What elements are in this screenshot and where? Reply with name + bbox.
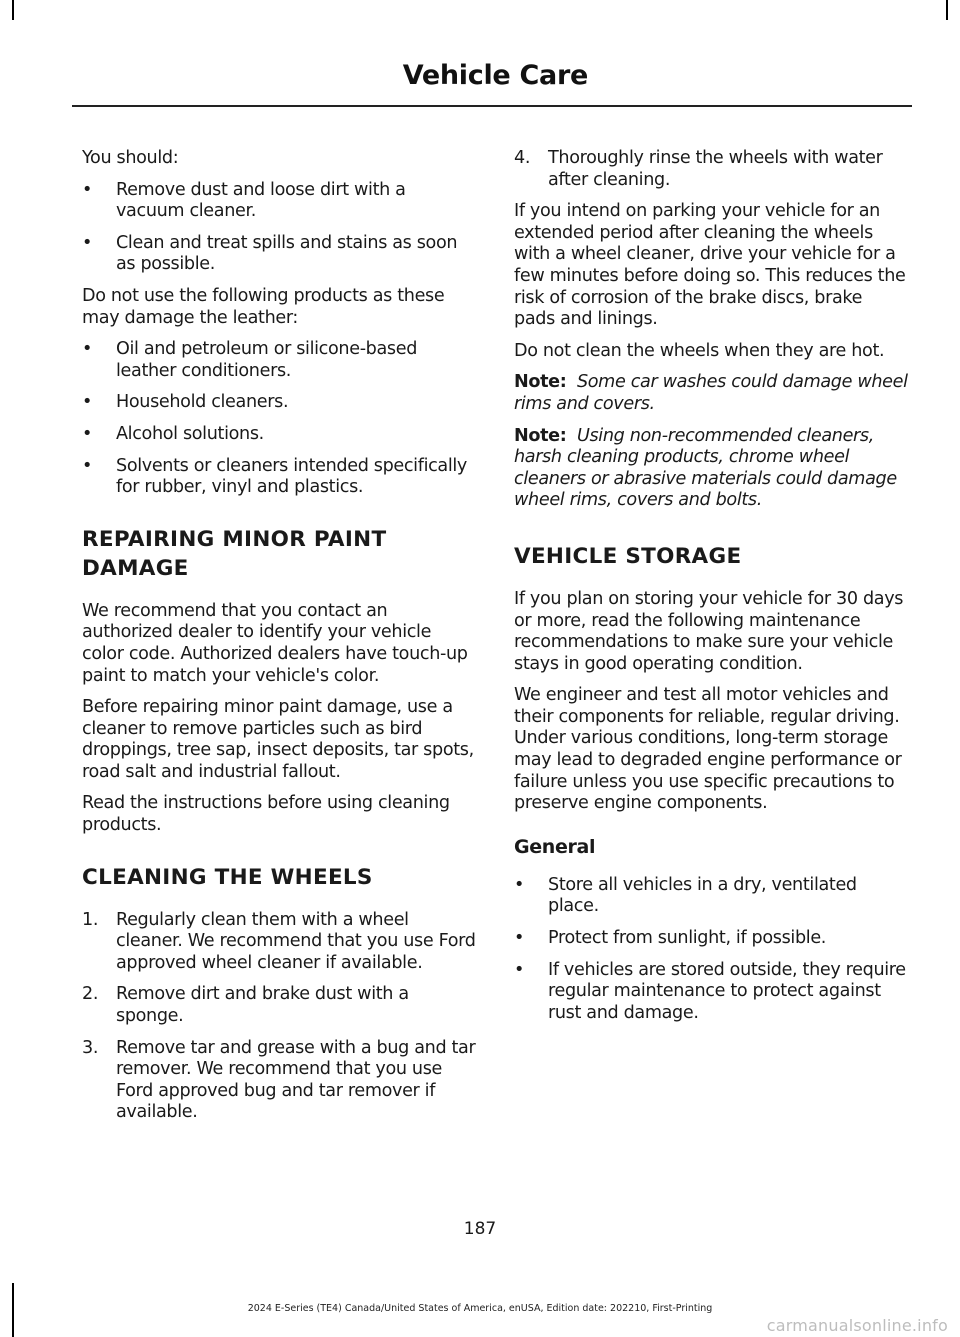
parking-paragraph: If you intend on parking your vehicle for an extended period after cleaning the wheels with a wheel cleaner, drive your vehicle for a few minutes before doing so. This reduces the risk of corrosion of the brake discs, brake pads and linings.	[514, 201, 906, 330]
step-number: 3.	[82, 1037, 99, 1058]
paint-paragraph: Before repairing minor paint damage, use a cleaner to remove particles such as bird droppings, tree sap, insect deposits, tar spots, road salt and industrial fallout.	[82, 697, 474, 782]
right-column	[514, 148, 908, 1034]
page-title: Vehicle Care	[402, 60, 588, 91]
bullet-mark: •	[82, 339, 93, 360]
step-item: 3. Remove tar and grease with a bug and tar remover. We recommend that you use Ford approved bug and tar remover if available.	[82, 1037, 476, 1123]
intro-text: You should:	[82, 148, 179, 168]
page-number: 187	[463, 1219, 497, 1239]
list-item: • Household cleaners.	[82, 392, 289, 413]
bullet-mark: •	[514, 928, 525, 949]
header-rule	[72, 105, 912, 107]
avoid-list	[82, 339, 476, 499]
watermark: carmanualsonline.info	[766, 1316, 948, 1335]
bullet-mark: •	[82, 423, 93, 444]
wheels-steps	[82, 910, 476, 1124]
note-label: Note:	[514, 425, 567, 446]
list-item: • Solvents or cleaners intended specifically for rubber, vinyl and plastics.	[82, 455, 467, 498]
note: Note: Using non-recommended cleaners, harsh cleaning products, chrome wheel cleaners or abrasive materials could damage wheel rims, covers and bolts.	[514, 425, 897, 511]
step-item: 2. Remove dirt and brake dust with a sponge.	[82, 984, 409, 1027]
bullet-mark: •	[514, 959, 525, 980]
list-item: • Oil and petroleum or silicone-based leather conditioners.	[82, 339, 418, 381]
note: Note: Some car washes could damage wheel rims and covers.	[514, 372, 908, 414]
wheels-heading: CLEANING THE WHEELS	[82, 864, 373, 890]
paint-paragraph: Read the instructions before using cleaning products.	[82, 793, 450, 836]
paint-heading: REPAIRING MINOR PAINT DAMAGE	[82, 526, 387, 581]
wheels-steps-continued	[514, 148, 908, 191]
step-item: 4. Thoroughly rinse the wheels with water after cleaning.	[514, 148, 883, 190]
bullet-mark: •	[514, 874, 525, 895]
list-item: • Remove dust and loose dirt with a vacuum cleaner.	[82, 179, 406, 222]
left-column	[82, 148, 476, 1134]
warning-paragraph: Do not use the following products as these may damage the leather:	[82, 285, 445, 328]
hot-wheels-paragraph: Do not clean the wheels when they are hot.	[514, 340, 885, 361]
list-item: • Alcohol solutions.	[82, 423, 264, 444]
storage-paragraph: If you plan on storing your vehicle for 30 days or more, read the following maintenance recommendations to make sure your vehicle stays in good operating condition.	[514, 588, 904, 674]
list-item: • Store all vehicles in a dry, ventilated place.	[514, 874, 857, 917]
general-heading: General	[514, 835, 596, 858]
step-number: 1.	[82, 909, 99, 930]
step-number: 2.	[82, 984, 99, 1005]
paint-paragraph: We recommend that you contact an authorized dealer to identify your vehicle color code. Authorized dealers have touch-up paint to match your vehicle's color.	[82, 600, 468, 686]
bullet-mark: •	[82, 455, 93, 476]
step-item: 1. Regularly clean them with a wheel cleaner. We recommend that you use Ford approved wheel cleaner if available.	[82, 909, 476, 973]
list-item: • Protect from sunlight, if possible.	[514, 928, 827, 949]
bullet-mark: •	[82, 392, 93, 413]
list-item: • If vehicles are stored outside, they require regular maintenance to protect against rust and damage.	[514, 959, 906, 1023]
crop-mark-top-right	[946, 0, 948, 20]
list-item: • Clean and treat spills and stains as soon as possible.	[82, 232, 458, 275]
storage-paragraph: We engineer and test all motor vehicles and their components for reliable, regular driving. Under various conditions, long-term storage may lead to degraded engine performance or failure unless you use specific precautions to preserve engine components.	[514, 685, 902, 814]
bullet-mark: •	[82, 232, 93, 253]
edition-footer: 2024 E-Series (TE4) Canada/United States of America, enUSA, Edition date: 202210, First-Printing	[247, 1303, 713, 1314]
note-label: Note:	[514, 372, 567, 393]
should-list	[82, 180, 476, 276]
general-list	[514, 875, 908, 1025]
step-number: 4.	[514, 148, 531, 168]
bullet-mark: •	[82, 179, 93, 200]
crop-mark-top-left	[12, 0, 14, 20]
storage-heading: VEHICLE STORAGE	[514, 543, 742, 569]
